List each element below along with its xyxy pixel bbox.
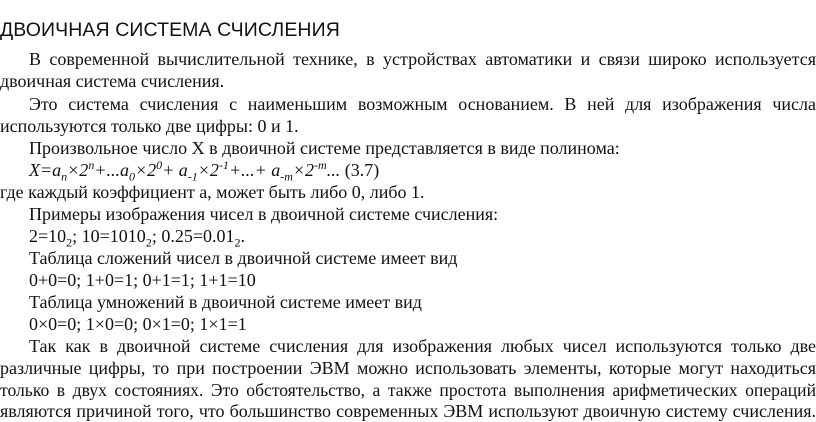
formula-subscript: n	[61, 169, 68, 184]
paragraph-8-line-3: только в двух состояниях. Это обстоятельство, а также простота выполнения арифметических операций	[0, 380, 816, 400]
document-title: ДВОИЧНАЯ СИСТЕМА СЧИСЛЕНИЯ	[0, 19, 340, 41]
formula-part: ×2	[292, 160, 315, 180]
formula-part: ×2	[134, 160, 157, 180]
example-part: ; 0.25=0.01	[151, 226, 235, 246]
polynomial-formula	[0, 158, 816, 184]
paragraph-4-line-1: где каждый коэффициент а, может быть либо 0, либо 1.	[0, 182, 425, 202]
paragraph-7-line-1: Таблица умножений в двоичной системе имеет вид	[29, 292, 422, 312]
multiplication-table: 0×0=0; 1×0=0; 0×1=0; 1×1=1	[29, 314, 247, 334]
addition-table: 0+0=0; 1+0=1; 0+1=1; 1+1=10	[29, 270, 256, 290]
example-part: ; 10=1010	[72, 226, 146, 246]
formula-number: (3.7)	[340, 160, 380, 180]
base-subscript: 2	[234, 235, 241, 250]
paragraph-6-line-1: Таблица сложений чисел в двоичной системе имеет вид	[29, 248, 458, 268]
formula-part: X=a	[29, 160, 62, 180]
example-part: .	[240, 226, 245, 246]
formula-subscript: 0	[128, 169, 135, 184]
formula-exponent: n	[88, 158, 95, 172]
paragraph-3-line-1: Произвольное число Х в двоичной системе представляется в виде полинома:	[29, 138, 620, 158]
formula-subscript: -1	[187, 169, 198, 184]
paragraph-1-line-1: В современной вычислительной технике, в устройствах автоматики и связи широко используется	[29, 49, 816, 69]
paragraph-8-line-4: являются причиной того, что большинство современных ЭВМ используют двоичную систему счисления.	[0, 401, 816, 421]
formula-part: ...	[326, 160, 341, 180]
formula-exponent: 0	[156, 158, 163, 172]
base-subscript: 2	[66, 235, 73, 250]
formula-subscript: -m	[280, 169, 293, 184]
base-subscript: 2	[145, 235, 152, 250]
paragraph-8-line-2: различные цифры, то при построении ЭВМ можно использовать элементы, которые могут находиться	[0, 358, 816, 378]
paragraph-2-line-2: используются только две цифры: 0 и 1.	[0, 116, 299, 136]
formula-exponent: -1	[218, 158, 229, 172]
example-part: 2=10	[29, 226, 67, 246]
formula-part: +...+ a	[228, 160, 281, 180]
paragraph-8-line-1: Так как в двоичной системе счисления для изображения любых чисел используются только две	[29, 336, 816, 356]
formula-part: +...a	[94, 160, 129, 180]
formula-part: + a	[162, 160, 188, 180]
formula-exponent: -m	[314, 158, 327, 172]
paragraph-2-line-1: Это система счисления с наименьшим возможным основанием. В ней для изображения числа	[29, 94, 816, 114]
formula-part: ×2	[197, 160, 219, 180]
formula-part: ×2	[67, 160, 89, 180]
paragraph-1-line-2: двоичная система счисления.	[0, 71, 225, 91]
paragraph-5-line-1: Примеры изображения чисел в двоичной системе счисления:	[29, 204, 499, 224]
